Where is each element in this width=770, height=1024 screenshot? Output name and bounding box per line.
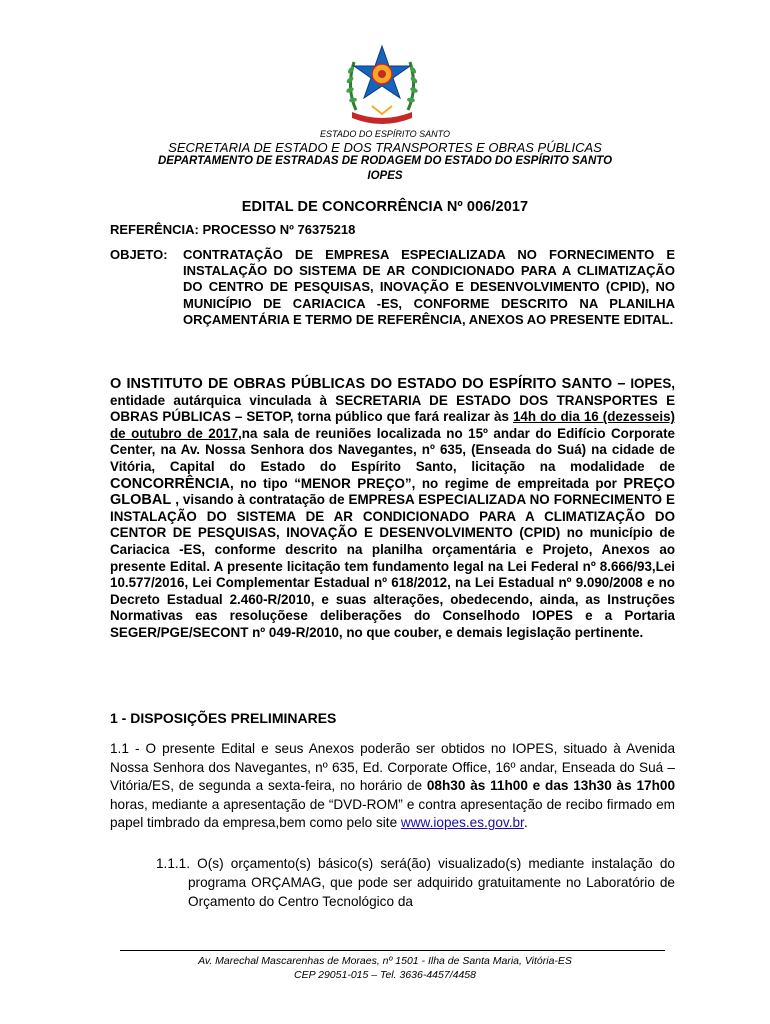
footer-address: Av. Marechal Mascarenhas de Moraes, nº 1501 - Ilha de Santa Maria, Vitória-ES [198, 955, 572, 967]
clause-1-1-1 [156, 855, 675, 911]
clause-1-1-hours: 08h30 às 11h00 e das 13h30 às 17h00 [426, 778, 676, 794]
header-state: ESTADO DO ESPÍRITO SANTO [319, 129, 451, 139]
intro-text-2: , torna público que fará realizar às [289, 409, 513, 425]
document-title: EDITAL DE CONCORRÊNCIA Nº 006/2017 [241, 199, 529, 215]
clause-1-1-text-a: 1.1 - O presente Edital e seus Anexos poderão ser obtidos no IOPES, situado à Avenida Nossa Senhora dos Navegantes, nº 635, Ed. Corporate Office, 16º andar, Enseada do Suá – Vitória/ES, de segunda a sexta-feira, no horário de [110, 741, 675, 794]
header-department: DEPARTAMENTO DE ESTRADAS DE RODAGEM DO ESTADO DO ESPÍRITO SANTO [157, 155, 613, 167]
header-acronym: IOPES [367, 170, 403, 182]
header-secretariat: SECRETARIA DE ESTADO E DOS TRANSPORTES E OBRAS PÚBLICAS [168, 140, 602, 155]
intro-text-1: IOPES, entidade autárquica vinculada à [110, 376, 675, 408]
section-heading: 1 - DISPOSIÇÕES PRELIMINARES [110, 710, 337, 726]
coat-of-arms-icon [342, 40, 422, 128]
intro-text-5: , visando à contratação de EMPRESA ESPECIALIZADA NO FORNECIMENTO E INSTALAÇÃO DO SISTEMA DE AR CONDICIONADO PARA A CLIMATIZAÇÃO DO CENTOR DE PESQUISAS, INOVAÇÃO E DESENVOLVIMENTO (CPID) no município de Cariacica -ES, conforme descrito na planilha orçamentária e Projeto, Anexos ao presente Edital. A presente licitação tem fundamento legal na Lei Federal nº 8.666/93,Lei 10.577/2016, Lei Complementar Estadual nº 618/2012, na Lei Estadual nº 9.090/2008 e no Decreto Estadual 2.460-R/2010, e suas alterações, obedecendo, ainda, as Instruções Normativas eas resoluçõese deliberações do Conselhodo IOPES e a Portaria SEGER/PGE/SECONT nº 049-R/2010, no que couber, e demais legislação pertinente. [110, 492, 675, 640]
intro-text-3: ,na sala de reuniões localizada no 15º andar do Edifício Corporate Center, na Av. Nossa Senhora dos Navegantes, nº 635, (Enseada do Suá) na cidade de Vitória, Capital do Estado do Espírito Santo, licitação na modalidade de [110, 425, 675, 474]
iopes-website-link[interactable]: www.iopes.es.gov.br [400, 815, 524, 831]
footer-divider [120, 950, 665, 951]
clause-1-1 [110, 740, 675, 833]
reference-line: REFERÊNCIA: PROCESSO Nº 76375218 [110, 222, 356, 237]
intro-secretariat: SECRETARIA DE ESTADO DOS TRANSPORTES E OBRAS PÚBLICAS – SETOP [110, 392, 676, 425]
clause-1-1-text-c: . [523, 815, 528, 831]
intro-paragraph [110, 376, 675, 642]
clause-1-1-text-b: horas, mediante a apresentação de “DVD-ROM” e contra apresentação de recibo firmado em papel timbrado da empresa,bem como pelo site [110, 796, 675, 831]
clause-1-1-1-text: 1.1.1. O(s) orçamento(s) básico(s) será(ão) visualizado(s) mediante instalação do programa ORÇAMAG, que pode ser adquirido gratuitamente no Laboratório de Orçamento do Centro Tecnológico da [156, 856, 675, 909]
intro-institute-name: O INSTITUTO DE OBRAS PÚBLICAS DO ESTADO DO ESPÍRITO SANTO – [110, 376, 626, 392]
object-label: OBJETO: [110, 247, 168, 262]
intro-regime: PREÇO GLOBAL [110, 475, 675, 509]
intro-text-4: , no tipo “MENOR PREÇO”, no regime de empreitada por [230, 475, 624, 491]
object-text: CONTRATAÇÃO DE EMPRESA ESPECIALIZADA NO FORNECIMENTO E INSTALAÇÃO DO SISTEMA DE AR CONDICIONADO PARA A CLIMATIZAÇÃO DO CENTRO DE PESQUISAS, INOVAÇÃO E DESENVOLVIMENTO (CPID), NO MUNICÍPIO DE CARIACICA -ES, CONFORME DESCRITO NA PLANILHA ORÇAMENTÁRIA E TERMO DE REFERÊNCIA, ANEXOS AO PRESENTE EDITAL. [183, 247, 675, 327]
footer-contact: CEP 29051-015 – Tel. 3636-4457/4458 [294, 969, 476, 981]
intro-modality: CONCORRÊNCIA [110, 475, 231, 492]
intro-session-date: 14h do dia 16 (dezesseis) de outubro de 2017 [110, 409, 675, 441]
